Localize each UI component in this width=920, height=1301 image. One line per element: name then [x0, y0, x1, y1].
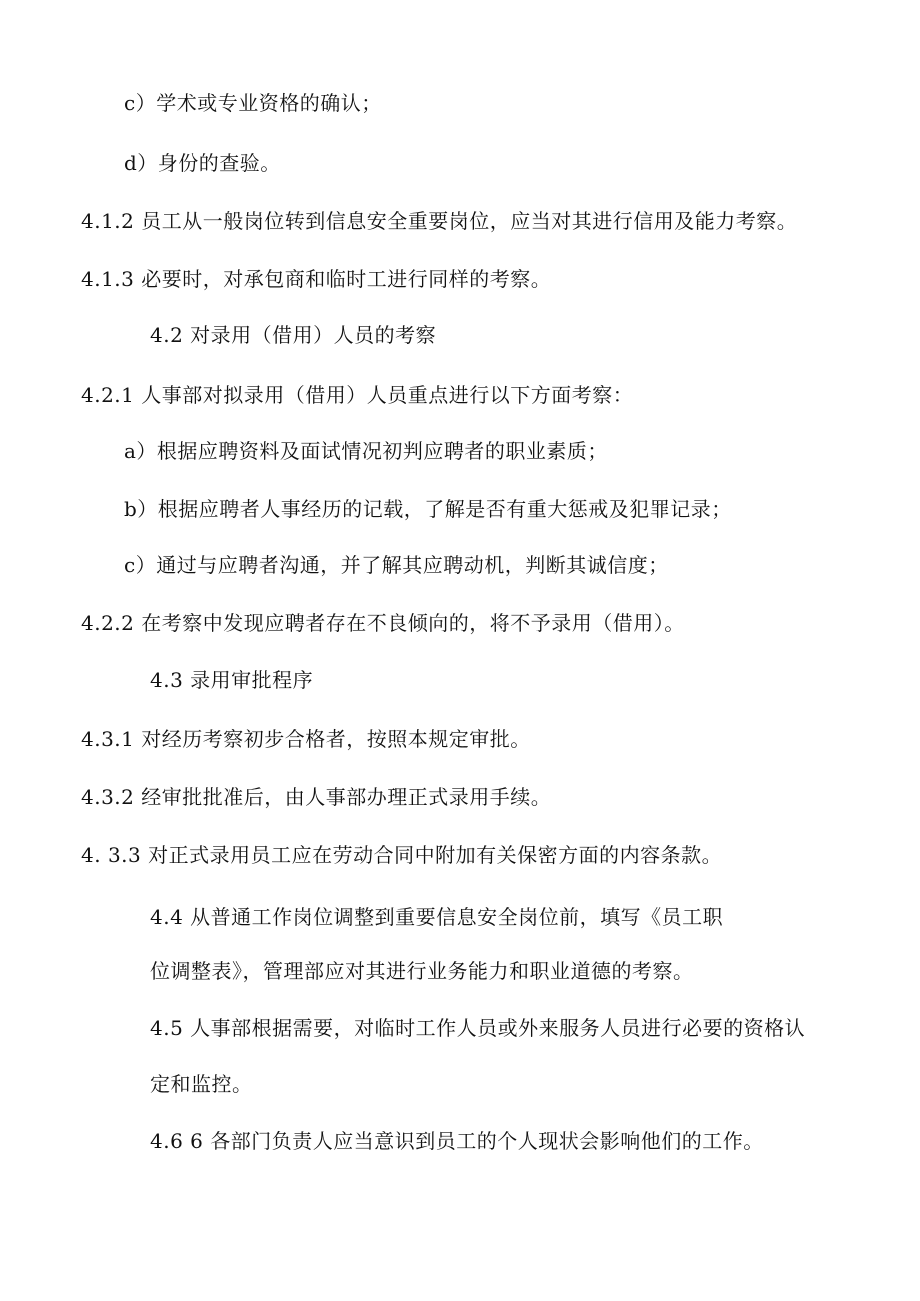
clause-4-3-1: 4.3.1 对经历考察初步合格者，按照本规定审批。 [81, 727, 531, 751]
clause-4-4-line-1: 4.4 从普通工作岗位调整到重要信息安全岗位前，填写《员工职 [150, 905, 724, 929]
clause-4-3-2: 4.3.2 经审批批准后，由人事部办理正式录用手续。 [81, 785, 552, 809]
clause-4-3-3: 4. 3.3 对正式录用员工应在劳动合同中附加有关保密方面的内容条款。 [81, 843, 723, 867]
clause-4-1-3: 4.1.3 必要时，对承包商和临时工进行同样的考察。 [81, 267, 552, 291]
list-item-d-identity: d）身份的查验。 [124, 151, 281, 175]
list-item-b-record: b）根据应聘者人事经历的记载，了解是否有重大惩戒及犯罪记录； [124, 497, 732, 521]
clause-4-2-1: 4.2.1 人事部对拟录用（借用）人员重点进行以下方面考察： [81, 383, 634, 407]
list-item-c-qualification: c）学术或专业资格的确认； [124, 91, 382, 115]
clause-4-2-2: 4.2.2 在考察中发现应聘者存在不良倾向的，将不予录用（借用）。 [81, 611, 685, 635]
clause-4-6: 4.6 6 各部门负责人应当意识到员工的个人现状会影响他们的工作。 [150, 1129, 764, 1153]
section-heading-4-2: 4.2 对录用（借用）人员的考察 [150, 323, 437, 347]
list-item-a-professional: a）根据应聘资料及面试情况初判应聘者的职业素质； [124, 439, 608, 463]
clause-4-1-2: 4.1.2 员工从一般岗位转到信息安全重要岗位，应当对其进行信用及能力考察。 [81, 209, 798, 233]
list-item-c-integrity: c）通过与应聘者沟通，并了解其应聘动机，判断其诚信度； [124, 553, 669, 577]
section-heading-4-3: 4.3 录用审批程序 [150, 668, 314, 692]
clause-4-5-line-1: 4.5 人事部根据需要，对临时工作人员或外来服务人员进行必要的资格认 [150, 1016, 806, 1040]
clause-4-5-line-2: 定和监控。 [150, 1072, 253, 1096]
clause-4-4-line-2: 位调整表》，管理部应对其进行业务能力和职业道德的考察。 [150, 959, 694, 983]
